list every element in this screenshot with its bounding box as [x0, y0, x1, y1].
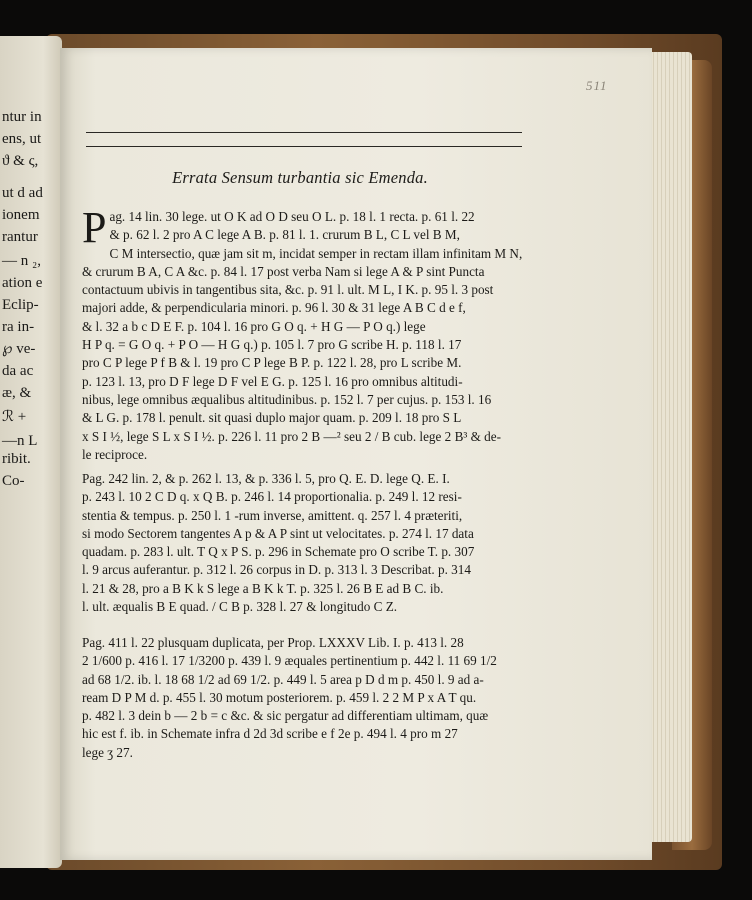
rule-bottom — [86, 146, 522, 147]
text-line: l. 9 arcus auferantur. p. 312 l. 26 corpus in D. p. 313 l. 3 Describat. p. 314 — [82, 562, 471, 578]
left-text-line: ntur in — [2, 109, 42, 125]
text-line: p. 123 l. 13, pro D F lege D F vel E G. p. 125 l. 16 pro omnibus altitudi- — [82, 373, 463, 389]
text-line: & L G. p. 178 l. penult. sit quasi duplo major quam. p. 209 l. 18 pro S L — [82, 410, 462, 426]
text-line: & crurum B A, C A &c. p. 84 l. 17 post verba Nam si lege A & P sint Puncta — [82, 263, 485, 279]
left-text-line: æ, & — [2, 385, 32, 401]
text-line: quadam. p. 283 l. ult. T Q x P S. p. 296 in Schemate pro O scribe T. p. 307 — [82, 544, 475, 560]
text-line: contactuum ubivis in tangentibus sita, &c. p. 91 l. ult. M L, I K. p. 95 l. 3 post — [82, 282, 494, 298]
text-line: le reciproce. — [82, 446, 148, 462]
text-line: ad 68 1/2. ib. l. 18 68 1/2 ad 69 1/2. p. 449 l. 5 area p D d m p. 450 l. 9 ad a- — [82, 671, 484, 687]
left-text-line: ens, ut — [2, 131, 42, 147]
text-line: lege ʒ 27. — [82, 744, 133, 760]
text-line: l. 21 & 28, pro a B K k S lege a B K k T. p. 325 l. 26 B E ad B C. ib. — [82, 580, 444, 596]
text-line: p. 482 l. 3 dein b — 2 b = c &c. & sic pergatur ad differentiam ultimam, quæ — [82, 708, 489, 724]
text-line: pro C P lege P f B & l. 19 pro C P lege B P. p. 122 l. 28, pro L scribe M. — [82, 355, 462, 371]
left-text-line: ation e — [2, 275, 43, 291]
page-stack — [646, 52, 692, 842]
left-text-line: ribit. — [2, 451, 31, 467]
left-text-line: ionem — [2, 207, 40, 223]
left-text-line: Co- — [2, 473, 25, 489]
rule-top — [86, 132, 522, 133]
text-line: l. ult. æqualis B E quad. / C B p. 328 l. 27 & longitudo C Z. — [82, 599, 398, 615]
left-text-line: — n ₂, — [2, 253, 41, 269]
text-line: nibus, lege omnibus æqualibus altitudinibus. p. 152 l. 7 per cujus. p. 153 l. 16 — [82, 391, 492, 407]
text-line: ag. 14 lin. 30 lege. ut O K ad O D seu O L. p. 18 l. 1 recta. p. 61 l. 22 — [109, 209, 475, 224]
left-text-line: rantur — [2, 229, 38, 245]
text-line: Pag. 411 l. 22 plusquam duplicata, per Prop. LXXXV Lib. I. p. 413 l. 28 — [82, 635, 464, 650]
errata-heading: Errata Sensum turbantia sic Emenda. — [172, 168, 428, 187]
left-text-line: da ac — [2, 363, 34, 379]
left-text-line: ra in- — [2, 319, 35, 335]
errata-paragraph-3 — [82, 634, 546, 762]
left-text-line: Eclip- — [2, 297, 39, 313]
text-line: ream D P M d. p. 455 l. 30 motum posteriorem. p. 459 l. 2 2 M P x A T qu. — [82, 689, 477, 705]
text-line: C M intersectio, quæ jam sit m, incidat semper in rectam illam infinitam M N, — [109, 245, 523, 261]
left-page — [0, 36, 62, 868]
folio-number: 511 — [586, 78, 608, 93]
text-line: 2 1/600 p. 416 l. 17 1/3200 p. 439 l. 9 æquales pertinentium p. 442 l. 11 69 1/2 — [82, 653, 497, 669]
left-text-line: ℘ ve- — [2, 341, 36, 357]
text-line: & p. 62 l. 2 pro A C lege A B. p. 81 l. 1. crurum B L, C L vel B M, — [109, 227, 460, 243]
text-line: p. 243 l. 10 2 C D q. x Q B. p. 246 l. 14 proportionalia. p. 249 l. 12 resi- — [82, 489, 462, 505]
text-line: & l. 32 a b c D E F. p. 104 l. 16 pro G O q. + H G — P O q.) lege — [82, 318, 426, 334]
left-text-line: ℛ + — [2, 409, 27, 425]
text-line: hic est f. ib. in Schemate infra d 2d 3d scribe e f 2e p. 494 l. 4 pro m 27 — [82, 726, 458, 742]
drop-cap: P — [82, 203, 107, 252]
text-line: majori adde, & perpendicularia minori. p. 96 l. 30 & 31 lege A B C d e f, — [82, 300, 466, 316]
errata-paragraph-2 — [82, 470, 546, 616]
left-text-line: —n L — [2, 433, 38, 449]
text-line: si modo Sectorem tangentes A p & A P sint ut velocitates. p. 274 l. 17 data — [82, 525, 474, 541]
text-line: H P q. = G O q. + P O — H G q.) p. 105 l. 7 pro G scribe H. p. 118 l. 17 — [82, 337, 462, 353]
text-line: stentia & tempus. p. 250 l. 1 -rum inverse, amittent. q. 257 l. 4 præteriti, — [82, 507, 463, 523]
errata-paragraph-1 — [82, 203, 546, 464]
left-text-line: ut d ad — [2, 185, 43, 201]
text-line: Pag. 242 lin. 2, & p. 262 l. 13, & p. 336 l. 5, pro Q. E. D. lege Q. E. I. — [82, 471, 450, 486]
text-line: x S I ½, lege S L x S I ½. p. 226 l. 11 pro 2 B —² seu 2 / B cub. lege 2 B³ & de- — [82, 428, 502, 444]
left-text-line: ϑ & ς, — [2, 153, 39, 169]
right-page — [60, 48, 652, 860]
